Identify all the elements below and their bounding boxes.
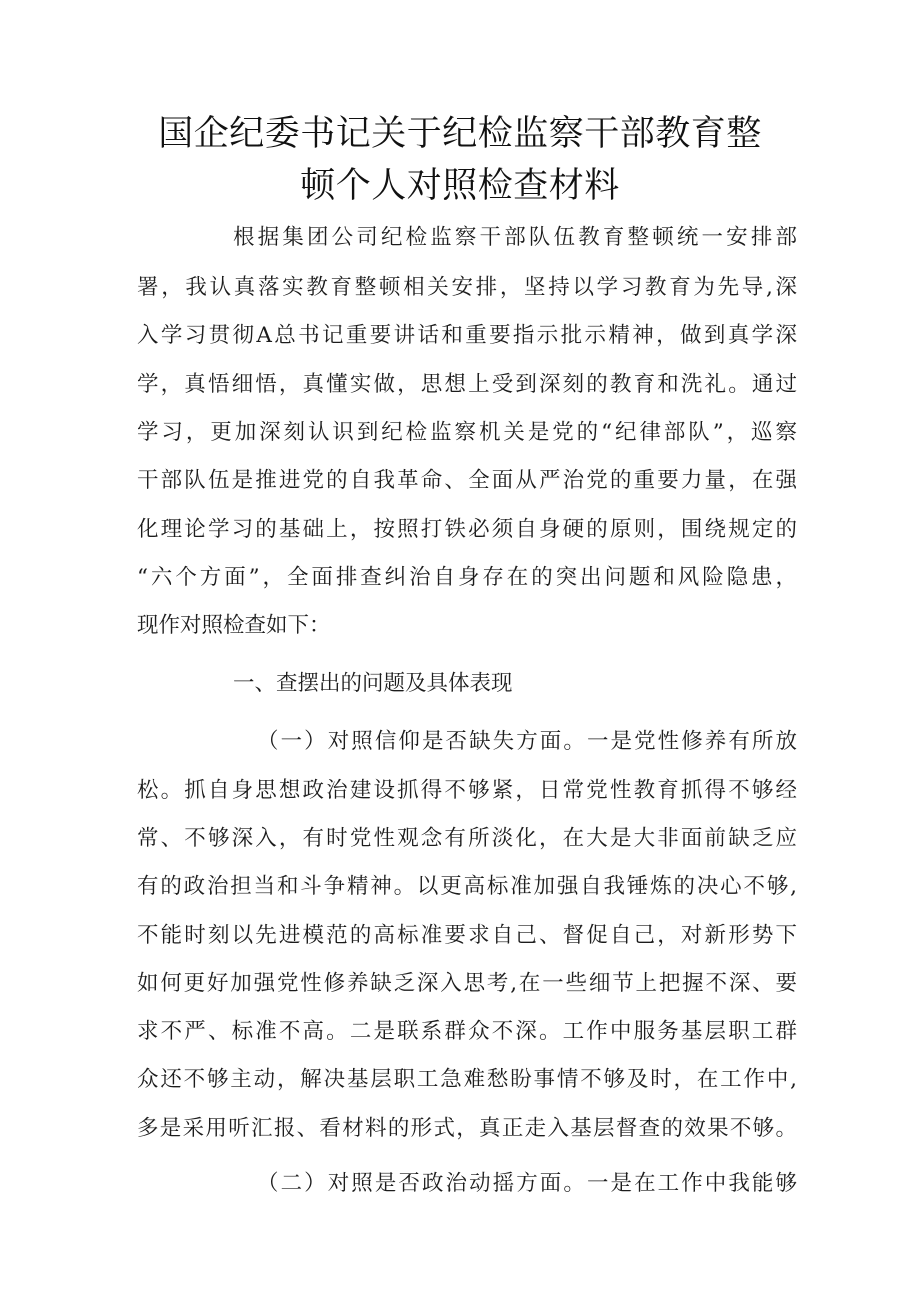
subsection-line: 常、不够深入，有时党性观念有所淡化，在大是大非面前缺乏应 bbox=[137, 826, 797, 851]
intro-line: 学习，更加深刻认识到纪检监察机关是党的“纪律部队”，巡察 bbox=[137, 420, 797, 445]
subsection-line: （一）对照信仰是否缺失方面。一是党性修养有所放 bbox=[257, 729, 797, 754]
subsection-line: 多是采用听汇报、看材料的形式，真正走入基层督查的效果不够。 bbox=[137, 1116, 797, 1141]
intro-line: 干部队伍是推进党的自我革命、全面从严治党的重要力量，在强 bbox=[137, 468, 797, 493]
document-title-line-1: 国企纪委书记关于纪检监察干部教育整 bbox=[158, 114, 762, 154]
section-heading: 一、查摆出的问题及具体表现 bbox=[233, 671, 513, 696]
intro-line: 根据集团公司纪检监察干部队伍教育整顿统一安排部 bbox=[233, 225, 797, 250]
document-title-line-2: 顿个人对照检查材料 bbox=[300, 166, 620, 206]
intro-line: 署，我认真落实教育整顿相关安排，坚持以学习教育为先导,深 bbox=[137, 275, 797, 300]
subsection-line: （二）对照是否政治动摇方面。一是在工作中我能够 bbox=[257, 1171, 797, 1196]
intro-line: 入学习贯彻A总书记重要讲话和重要指示批示精神，做到真学深 bbox=[137, 323, 797, 348]
subsection-line: 松。抓自身思想政治建设抓得不够紧，日常党性教育抓得不够经 bbox=[137, 778, 797, 803]
subsection-line: 求不严、标准不高。二是联系群众不深。工作中服务基层职工群 bbox=[137, 1019, 797, 1044]
subsection-line: 有的政治担当和斗争精神。以更高标准加强自我锤炼的决心不够, bbox=[137, 874, 797, 899]
subsection-line: 不能时刻以先进模范的高标准要求自己、督促自己，对新形势下 bbox=[137, 923, 797, 948]
subsection-line: 众还不够主动，解决基层职工急难愁盼事情不够及时，在工作中, bbox=[137, 1067, 797, 1092]
intro-line: 现作对照检查如下： bbox=[137, 613, 331, 638]
intro-line: 学，真悟细悟，真懂实做，思想上受到深刻的教育和洗礼。通过 bbox=[137, 372, 797, 397]
subsection-line: 如何更好加强党性修养缺乏深入思考,在一些细节上把握不深、要 bbox=[137, 971, 797, 996]
intro-line: 化理论学习的基础上，按照打铁必须自身硬的原则，围绕规定的 bbox=[137, 517, 797, 542]
intro-line: “六个方面”，全面排查纠治自身存在的突出问题和风险隐患， bbox=[137, 565, 797, 590]
